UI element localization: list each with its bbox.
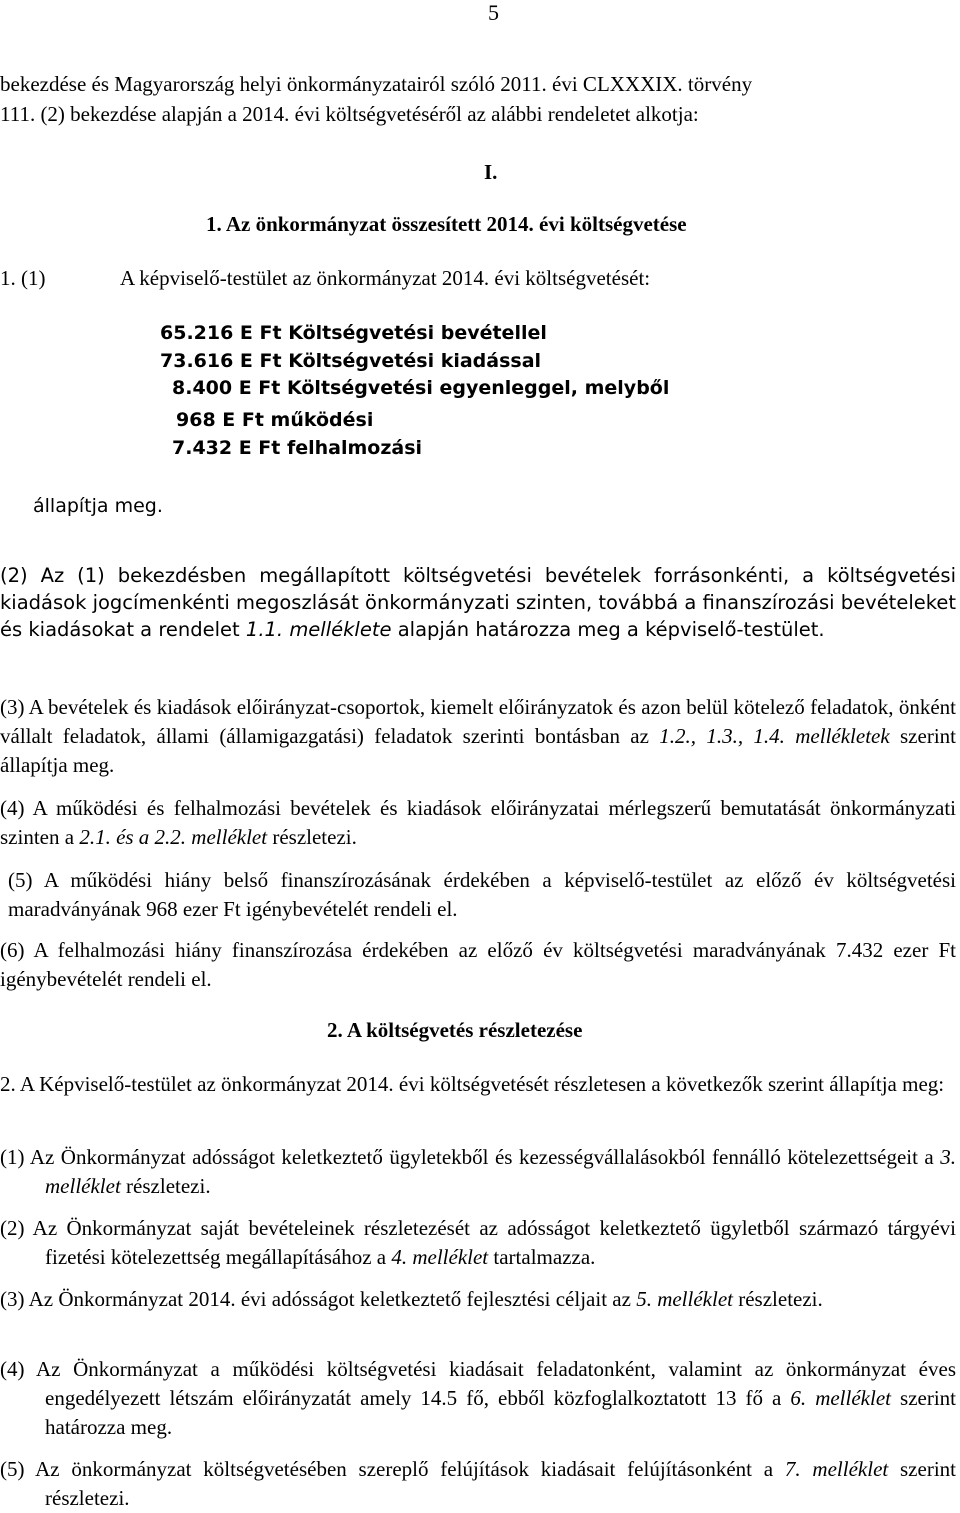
item-3-annex-ref: 5. melléklet xyxy=(636,1287,733,1311)
section-heading-1: 1. Az önkormányzat összesített 2014. évi költségvetése xyxy=(206,212,687,236)
item-4-text: (4) Az Önkormányzat a működési költségvetési kiadásait feladatonként, valamint az önkormányzat éves engedélyezett létszám előirányzatát amely 14.5 fő, ebből közfoglalkoztatott 13 fő a xyxy=(0,1357,956,1410)
item-4 xyxy=(0,1355,956,1442)
paragraph-6: (6) A felhalmozási hiány finanszírozása érdekében az előző év költségvetési maradványának 7.432 ezer Ft igénybevételét rendeli el. xyxy=(0,938,956,991)
section-heading-2: 2. A költségvetés részletezése xyxy=(327,1018,583,1042)
paragraph-2 xyxy=(0,562,956,643)
establishes-text: állapítja meg. xyxy=(33,495,163,517)
page-number: 5 xyxy=(488,0,499,25)
intro-line-2: 111. (2) bekezdése alapján a 2014. évi költségvetéséről az alábbi rendeletet alkotja: xyxy=(0,102,699,126)
item-3-text-end: részletezi. xyxy=(732,1287,823,1311)
intro-line-1: bekezdése és Magyarország helyi önkormányzatairól szóló 2011. évi CLXXXIX. törvény xyxy=(0,72,753,96)
figure-balance: 8.400 E Ft Költségvetési egyenleggel, melyből xyxy=(172,377,670,399)
item-1-annex-ref: 3. melléklet xyxy=(45,1145,956,1198)
paragraph-4-text: (4) A működési és felhalmozási bevételek és kiadások előirányzatai mérlegszerű bemutatását önkormányzati szinten a xyxy=(0,796,956,849)
paragraph-2-annex-ref: 1.1. melléklete xyxy=(245,618,392,641)
item-4-text-end: szerint határozza meg. xyxy=(45,1386,956,1439)
item-2-annex-ref: 4. melléklet xyxy=(391,1245,489,1269)
paragraph-3-annex-ref: 1.2., 1.3., 1.4. mellékletek xyxy=(659,724,890,748)
paragraph-4-annex-ref: 2.1. és a 2.2. melléklet xyxy=(79,825,268,849)
figure-expenditure: 73.616 E Ft Költségvetési kiadással xyxy=(160,350,542,372)
paragraph-4 xyxy=(0,794,956,852)
item-5-annex-ref: 7. melléklet xyxy=(784,1457,889,1481)
figure-operating: 968 E Ft működési xyxy=(176,409,374,431)
section-2-intro: 2. A Képviselő-testület az önkormányzat 2014. évi költségvetését részletesen a következők szerint állapítja meg: xyxy=(0,1072,945,1096)
paragraph-3-text-end: szerint állapítja meg. xyxy=(0,724,956,777)
paragraph-2-text: (2) Az (1) bekezdésben megállapított költségvetési bevételek forrásonkénti, a költségvetési kiadások jogcímenkénti megoszlását önkormányzati szinten, továbbá a finanszírozási bevételeket és kiadásokat a rendelet xyxy=(0,564,956,641)
item-3-text: (3) Az Önkormányzat 2014. évi adósságot keletkeztető fejlesztési céljait az xyxy=(0,1287,637,1311)
figure-revenue: 65.216 E Ft Költségvetési bevétellel xyxy=(160,322,547,344)
paragraph-5: (5) A működési hiány belső finanszírozásának érdekében a képviselő-testület az előző év költségvetési maradványának 968 ezer Ft igénybevételét rendeli el. xyxy=(8,868,956,921)
paragraph-3 xyxy=(0,693,956,780)
figure-accumulation: 7.432 E Ft felhalmozási xyxy=(172,437,423,459)
section-1-paragraph-1 xyxy=(0,266,650,291)
item-4-annex-ref: 6. melléklet xyxy=(790,1386,891,1410)
item-2 xyxy=(0,1214,956,1272)
paragraph-3-text: (3) A bevételek és kiadások előirányzat-csoportok, kiemelt előirányzatok és azon belül kötelező feladatok, önként vállalt feladatok, állami (államigazgatási) feladatok szerinti bontásban az xyxy=(0,695,956,748)
item-1-text: (1) Az Önkormányzat adósságot keletkeztető ügyletekből és kezességvállalásokból fennálló kötelezettségeit a xyxy=(0,1145,941,1169)
item-5 xyxy=(0,1455,956,1513)
item-2-text-end: tartalmazza. xyxy=(488,1245,596,1269)
item-5-text-end: szerint részletezi. xyxy=(45,1457,956,1510)
section-1-text: A képviselő-testület az önkormányzat 2014. évi költségvetését: xyxy=(120,266,651,290)
paragraph-4-text-end: részletezi. xyxy=(267,825,357,849)
chapter-number: I. xyxy=(484,160,498,184)
item-1 xyxy=(0,1143,956,1201)
item-2-text: (2) Az Önkormányzat saját bevételeinek részletezését az adósságot keletkeztető ügyletből származó tárgyévi fizetési kötelezettség megállapításához a xyxy=(0,1216,956,1269)
item-1-text-end: részletezi. xyxy=(120,1174,211,1198)
section-1-number: 1. (1) xyxy=(0,266,46,290)
item-5-text: (5) Az önkormányzat költségvetésében szereplő felújítások kiadásait felújításonként a xyxy=(0,1457,785,1481)
paragraph-2-text-end: alapján határozza meg a képviselő-testület. xyxy=(391,618,825,641)
item-3 xyxy=(0,1285,956,1314)
